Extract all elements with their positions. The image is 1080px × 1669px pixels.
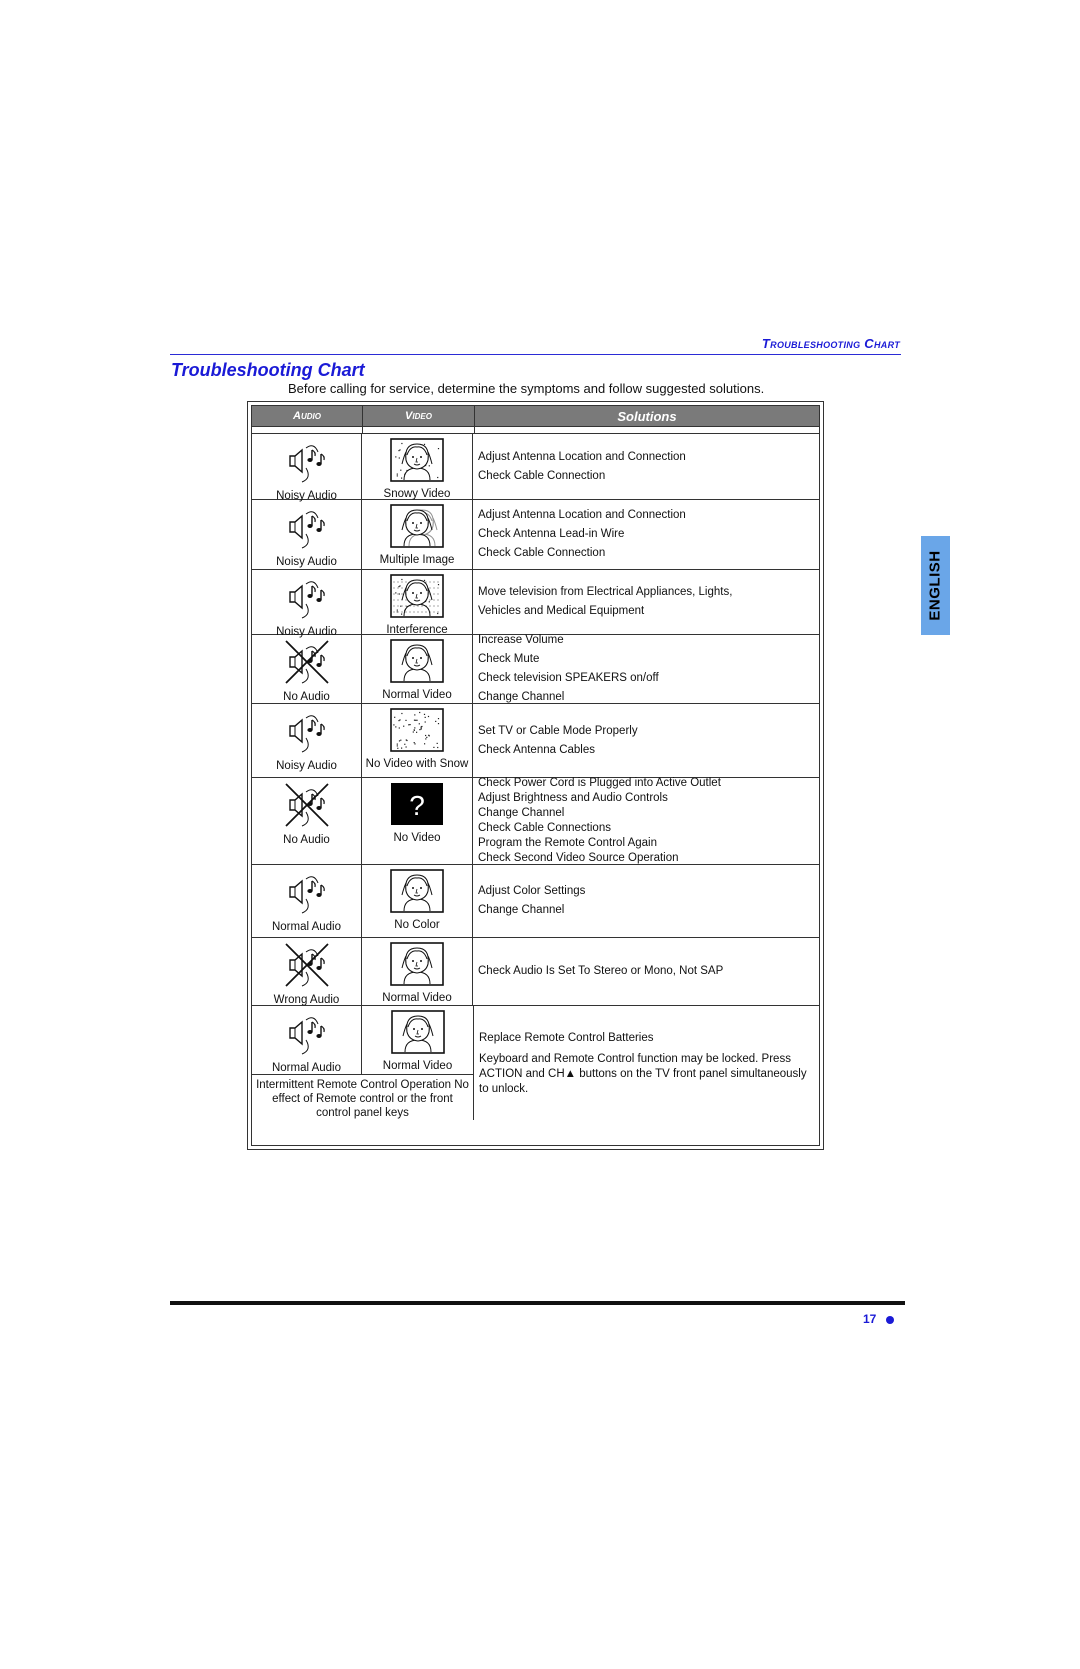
solutions-cell <box>473 570 819 634</box>
video-label: Multiple Image <box>379 554 455 566</box>
face-icon <box>390 869 444 918</box>
speaker-crossed-icon <box>284 782 330 833</box>
audio-cell <box>252 865 362 937</box>
language-tab <box>921 536 950 635</box>
solution-item: Increase Volume <box>478 634 564 646</box>
speaker-crossed-icon <box>284 639 330 690</box>
video-cell <box>362 938 473 1005</box>
audio-cell <box>252 704 362 777</box>
solution-item: Check Mute <box>478 653 540 665</box>
page-title: Troubleshooting Chart <box>171 360 365 380</box>
header-rule <box>170 354 901 355</box>
video-label: No Color <box>394 919 440 931</box>
speaker-music-icon <box>284 708 330 759</box>
table-row <box>252 570 819 638</box>
video-label: No Video <box>393 832 441 844</box>
solutions-cell <box>473 778 819 864</box>
face-icon <box>391 1010 445 1059</box>
solution-item: Program the Remote Control Again <box>478 837 657 849</box>
audio-cell <box>252 635 362 703</box>
solution-item: Replace Remote Control Batteries <box>479 1032 654 1044</box>
video-label: No Video with Snow <box>365 758 469 770</box>
interference-face-icon <box>390 574 444 623</box>
video-cell <box>362 778 473 864</box>
audio-cell <box>252 500 362 569</box>
language-tab-label: ENGLISH <box>927 550 944 621</box>
speaker-music-icon <box>284 438 330 489</box>
audio-label: Noisy Audio <box>276 556 337 568</box>
video-cell <box>362 704 473 777</box>
solution-item: Check Cable Connection <box>478 547 606 559</box>
ghost-face-icon <box>390 504 444 553</box>
speaker-music-icon <box>284 1010 330 1061</box>
section-header: Troubleshooting Chart <box>761 336 900 351</box>
table-row <box>252 635 819 704</box>
solutions-cell <box>473 865 819 937</box>
symptom-note: Intermittent Remote Control Operation No effect of Remote control or the front control panel keys <box>256 1079 469 1119</box>
video-label: Normal Video <box>382 1060 453 1072</box>
audio-label: No Audio <box>283 691 330 703</box>
solutions-cell <box>474 1006 819 1120</box>
troubleshooting-table <box>247 401 824 1150</box>
audio-cell <box>252 570 362 638</box>
video-label: Normal Video <box>382 689 452 701</box>
audio-label: Noisy Audio <box>276 760 337 772</box>
page-number: 17 <box>863 1312 877 1326</box>
solution-item: Adjust Brightness and Audio Controls <box>478 792 668 804</box>
column-header-audio: Audio <box>252 406 363 426</box>
snow-only-icon <box>390 708 444 757</box>
video-cell <box>362 865 473 937</box>
solution-item: Check Audio Is Set To Stereo or Mono, Not SAP <box>478 965 724 977</box>
solution-item: Change Channel <box>478 807 565 819</box>
solution-item: Check Second Video Source Operation <box>478 852 679 864</box>
column-header-solutions: Solutions <box>617 408 677 424</box>
solution-item: Adjust Antenna Location and Connection <box>478 450 686 463</box>
solution-item: Adjust Color Settings <box>478 885 586 897</box>
solutions-cell <box>473 434 819 499</box>
speaker-music-icon <box>284 574 330 625</box>
snowy-face-icon <box>390 438 444 487</box>
table-row <box>252 500 819 570</box>
speaker-music-icon <box>284 869 330 920</box>
table-row <box>252 778 819 865</box>
audio-cell <box>252 434 362 502</box>
solution-item: Keyboard and Remote Control function may be locked. Press ACTION and CH▲ buttons on the TV front panel simultaneously to unlock. <box>479 1053 807 1095</box>
solutions-cell <box>473 500 819 569</box>
footer-rule <box>170 1301 905 1305</box>
audio-cell <box>252 1006 362 1074</box>
solutions-cell <box>473 938 819 1005</box>
header-spacer <box>252 427 819 434</box>
solution-item: Check Antenna Cables <box>478 743 595 756</box>
audio-cell <box>252 778 362 864</box>
table-header <box>252 406 819 427</box>
audio-label: Noisy Audio <box>276 490 337 502</box>
audio-label: Normal Audio <box>271 921 342 933</box>
video-label: Interference <box>386 624 448 636</box>
solution-item: Adjust Antenna Location and Connection <box>478 509 686 521</box>
column-header-video: Video <box>363 406 475 426</box>
solution-item: Check television SPEAKERS on/off <box>478 672 659 684</box>
audio-label: Wrong Audio <box>273 994 340 1006</box>
solution-item: Set TV or Cable Mode Properly <box>478 724 638 737</box>
solution-item: Check Cable Connection <box>478 469 606 482</box>
audio-label: Noisy Audio <box>276 626 337 638</box>
intro-text: Before calling for service, determine the symptoms and follow suggested solutions. <box>288 381 765 396</box>
table-row <box>252 704 819 778</box>
question-screen-icon <box>390 782 444 831</box>
speaker-music-icon <box>284 504 330 555</box>
solution-item: Check Cable Connections <box>478 822 611 834</box>
solution-item: Change Channel <box>478 691 565 703</box>
face-icon <box>390 942 444 991</box>
video-cell <box>362 570 473 634</box>
solution-item: Move television from Electrical Appliances, Lights, <box>478 586 733 598</box>
solution-item: Check Antenna Lead-in Wire <box>478 528 625 540</box>
table-row <box>252 938 819 1006</box>
solutions-cell <box>473 635 819 703</box>
speaker-crossed-icon <box>284 942 330 993</box>
video-cell <box>362 434 473 499</box>
svg-text:?: ? <box>409 790 425 821</box>
solutions-cell <box>473 704 819 777</box>
solution-item: Change Channel <box>478 904 565 916</box>
video-cell <box>362 1006 473 1074</box>
page-bullet-icon <box>886 1316 894 1324</box>
solution-item: Vehicles and Medical Equipment <box>478 605 645 617</box>
audio-label: No Audio <box>283 834 330 846</box>
video-cell <box>362 500 473 569</box>
video-label: Snowy Video <box>383 488 451 500</box>
video-label: Normal Video <box>382 992 452 1004</box>
solution-item: Check Power Cord is Plugged into Active Outlet <box>478 777 721 789</box>
audio-cell <box>252 938 362 1005</box>
video-cell <box>362 635 473 703</box>
table-row <box>252 1006 819 1120</box>
audio-label: Normal Audio <box>271 1062 342 1074</box>
face-icon <box>390 639 444 688</box>
symptom-group <box>252 1006 474 1120</box>
table-row <box>252 434 819 500</box>
table-row <box>252 865 819 938</box>
